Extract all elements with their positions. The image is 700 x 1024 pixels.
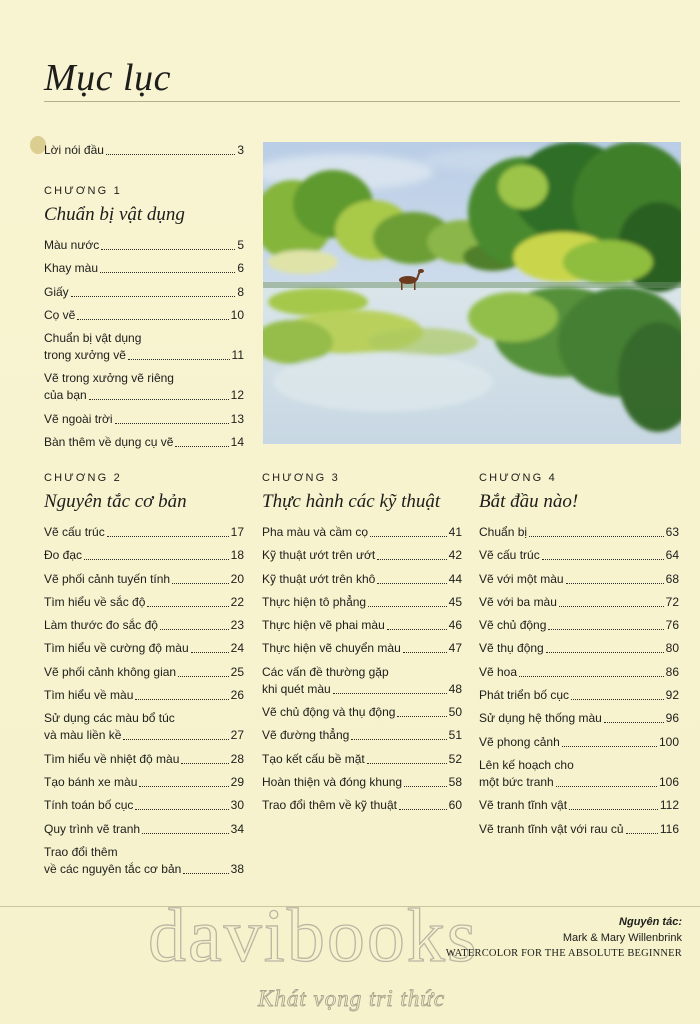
toc-entry[interactable]	[479, 735, 679, 750]
toc-entry-page: 29	[230, 774, 244, 789]
page-title: Mục lục	[44, 57, 171, 99]
watermark-brand: davibooks	[148, 894, 479, 978]
toc-entry-page: 38	[230, 861, 244, 876]
dot-leader	[178, 676, 229, 677]
chapter-title: Thực hành các kỹ thuật	[262, 491, 441, 512]
toc-entry-page: 34	[230, 821, 244, 836]
toc-entry-label: Sử dụng hệ thống màu	[479, 711, 602, 726]
dot-leader	[566, 583, 664, 584]
toc-entry-label: Vẽ với ba màu	[479, 594, 557, 609]
dot-leader	[404, 786, 447, 787]
dot-leader	[562, 746, 657, 747]
toc-entry-label: Chuẩn bị vật dụng	[44, 331, 142, 346]
painting-svg	[263, 142, 681, 444]
toc-entry-label: Lời nói đầu	[44, 143, 104, 157]
toc-entry-page: 14	[230, 435, 244, 450]
toc-entry-label: Thực hiện tô phẳng	[262, 594, 367, 609]
toc-entry[interactable]	[262, 775, 462, 790]
toc-entry-page: 64	[665, 548, 679, 563]
toc-entry-page: 27	[230, 728, 244, 743]
credits-original-title: WATERCOLOR FOR THE ABSOLUTE BEGINNER	[445, 948, 682, 959]
toc-entry-page: 106	[658, 774, 679, 789]
toc-entry-label: Vẽ trong xưởng vẽ riêng	[44, 371, 174, 386]
dot-leader	[89, 399, 229, 400]
toc-entry-page: 92	[665, 688, 679, 703]
toc-entry-page: 25	[230, 664, 244, 679]
toc-entry-page: 60	[448, 798, 462, 813]
toc-entry-page: 26	[230, 688, 244, 703]
toc-entry[interactable]	[44, 618, 244, 633]
toc-entry[interactable]	[44, 822, 244, 837]
toc-entry-label: Màu nước	[44, 238, 100, 252]
toc-entry-page: 6	[237, 261, 244, 276]
credits-label: Nguyên tác:	[619, 916, 682, 928]
toc-entry-label-line1	[44, 845, 244, 860]
toc-entry-page: 48	[448, 681, 462, 696]
toc-entry-label: Lên kế hoạch cho	[479, 757, 574, 772]
toc-entry-page: 116	[659, 821, 679, 836]
toc-entry[interactable]	[479, 798, 679, 813]
dot-leader	[123, 739, 228, 740]
toc-entry[interactable]	[479, 711, 679, 726]
toc-entry-label: Khay màu	[44, 261, 99, 276]
toc-entry-page: 50	[448, 705, 462, 720]
dot-leader	[139, 786, 228, 787]
toc-entry-page: 24	[230, 641, 244, 656]
toc-entry-label: Các vấn đề thường gặp	[262, 664, 389, 679]
toc-entry[interactable]	[44, 688, 244, 703]
toc-entry-label: Tạo bánh xe màu	[44, 774, 138, 789]
chapter-1-column	[44, 143, 244, 458]
toc-entry-page: 30	[230, 798, 244, 813]
toc-entry-label: Tạo kết cấu bề mặt	[262, 751, 365, 766]
dot-leader	[128, 359, 230, 360]
toc-entry-label: Trao đổi thêm về kỹ thuật	[262, 798, 397, 813]
toc-entry-label: Tính toán bố cục	[44, 798, 134, 813]
toc-entry-page: 100	[658, 734, 679, 749]
dot-leader	[542, 559, 664, 560]
toc-entry[interactable]	[44, 435, 244, 450]
dot-leader	[191, 652, 229, 653]
toc-entry-page: 3	[237, 143, 244, 157]
toc-entry[interactable]	[44, 862, 244, 877]
toc-entry-label: Vẽ thụ động	[479, 641, 544, 656]
dot-leader	[135, 699, 228, 700]
dot-leader	[387, 629, 447, 630]
toc-entry[interactable]	[44, 388, 244, 403]
chapter-title: Chuẩn bị vật dụng	[44, 204, 185, 225]
toc-entry-page: 17	[230, 525, 244, 539]
toc-entry-label: trong xưởng vẽ	[44, 348, 126, 363]
toc-entry-label: Tìm hiểu về cường độ màu	[44, 641, 189, 656]
toc-entry[interactable]	[44, 238, 244, 253]
toc-entry[interactable]	[479, 775, 679, 790]
toc-entry[interactable]	[44, 595, 244, 610]
dot-leader	[135, 809, 228, 810]
dot-leader	[546, 652, 664, 653]
dot-leader	[160, 629, 229, 630]
toc-entry-label: Vẽ phối cảnh không gian	[44, 664, 177, 679]
toc-entry-page: 20	[230, 571, 244, 586]
toc-entry[interactable]	[479, 525, 679, 540]
toc-entry-label: Đo đạc	[44, 548, 83, 563]
dot-leader	[77, 319, 228, 320]
toc-entry[interactable]	[479, 822, 679, 837]
dot-leader	[351, 739, 446, 740]
toc-entry[interactable]	[262, 525, 462, 540]
dot-leader	[604, 722, 664, 723]
dot-leader	[181, 763, 228, 764]
chapter-title: Bắt đầu nào!	[479, 491, 579, 512]
toc-entry-label: Vẽ phong cảnh	[479, 734, 560, 749]
toc-entry-label: Chuẩn bị	[479, 525, 528, 539]
toc-entry[interactable]	[262, 618, 462, 633]
watercolor-landscape-image	[263, 142, 681, 444]
toc-entry-label: Vẽ cấu trúc	[44, 525, 105, 539]
toc-entry-label: Thực hiện vẽ phai màu	[262, 618, 385, 633]
dot-leader	[142, 833, 229, 834]
toc-entry[interactable]	[44, 572, 244, 587]
dot-leader	[377, 583, 446, 584]
dot-leader	[172, 583, 229, 584]
chapter-2-column	[44, 471, 244, 885]
dot-leader	[368, 606, 447, 607]
toc-entry[interactable]	[479, 665, 679, 680]
toc-entry-page: 96	[665, 711, 679, 726]
toc-entry-page: 5	[237, 238, 244, 252]
toc-entry[interactable]	[262, 682, 462, 697]
toc-entry[interactable]	[262, 641, 462, 656]
toc-entry[interactable]	[479, 595, 679, 610]
toc-entry-label: Quy trình vẽ tranh	[44, 821, 141, 836]
toc-entry-label: Sử dụng các màu bổ túc	[44, 711, 175, 726]
dot-leader	[100, 272, 235, 273]
toc-entry-label: Kỹ thuật ướt trên khô	[262, 571, 376, 586]
toc-entry-label: khi quét màu	[262, 681, 331, 696]
toc-entry-label: Vẽ chủ động	[479, 618, 547, 633]
chapter-3-column	[262, 471, 462, 822]
credits	[446, 914, 682, 962]
toc-entry[interactable]	[262, 595, 462, 610]
toc-entry-page: 47	[448, 641, 462, 656]
toc-entry-label: Vẽ với một màu	[479, 571, 564, 586]
toc-entry[interactable]	[44, 348, 244, 363]
toc-entry-label-line1	[44, 331, 244, 346]
toc-entry-label: Kỹ thuật ướt trên ướt	[262, 548, 376, 563]
toc-entry-label: Tìm hiểu về màu	[44, 688, 134, 703]
toc-entry-label: Làm thước đo sắc độ	[44, 618, 158, 633]
toc-entry[interactable]	[44, 548, 244, 563]
toc-entry[interactable]	[479, 618, 679, 633]
toc-entry-page: 46	[448, 618, 462, 633]
toc-entry-label-line1	[44, 711, 244, 726]
toc-entry-label-line1	[479, 758, 679, 773]
toc-entry-label: Tìm hiểu về sắc độ	[44, 594, 146, 609]
toc-entry-page: 76	[665, 618, 679, 633]
credits-authors: Mark & Mary Willenbrink	[562, 932, 682, 944]
toc-entry-page: 45	[448, 594, 462, 609]
toc-entry-label: Thực hiện vẽ chuyển màu	[262, 641, 401, 656]
chapter-heading: CHƯƠNG 1	[44, 185, 122, 197]
toc-entry[interactable]	[44, 775, 244, 790]
dot-leader	[370, 536, 447, 537]
toc-entry[interactable]	[479, 688, 679, 703]
toc-entry-label: một bức tranh	[479, 774, 554, 789]
dot-leader	[101, 249, 235, 250]
dot-leader	[367, 763, 447, 764]
toc-entry-label: Vẽ tranh tĩnh vật với rau củ	[479, 821, 624, 836]
toc-entry[interactable]	[44, 308, 244, 323]
dot-leader	[569, 809, 658, 810]
toc-entry-label: Tìm hiểu về nhiệt độ màu	[44, 751, 180, 766]
toc-entry[interactable]	[44, 798, 244, 813]
toc-entry[interactable]	[44, 728, 244, 743]
toc-entry-label: về các nguyên tắc cơ bản	[44, 861, 182, 876]
toc-entry-label: Vẽ tranh tĩnh vật	[479, 798, 568, 813]
dot-leader	[556, 786, 657, 787]
toc-entry-page: 58	[448, 774, 462, 789]
toc-entry-label: Hoàn thiện và đóng khung	[262, 774, 403, 789]
dot-leader	[71, 296, 236, 297]
dot-leader	[183, 873, 228, 874]
dot-leader	[333, 693, 447, 694]
toc-entry[interactable]	[262, 548, 462, 563]
toc-entry[interactable]	[44, 412, 244, 427]
dot-leader	[107, 536, 229, 537]
toc-entry[interactable]	[262, 572, 462, 587]
title-rule	[44, 101, 680, 102]
chapter-heading: CHƯƠNG 2	[44, 472, 122, 484]
dot-leader	[84, 559, 229, 560]
dot-leader	[115, 423, 229, 424]
dot-leader	[175, 446, 228, 447]
toc-entry-page: 10	[230, 307, 244, 322]
toc-entry-label: Vẽ đường thẳng	[262, 728, 350, 743]
toc-entry-page: 44	[448, 571, 462, 586]
toc-entry[interactable]	[44, 641, 244, 656]
toc-entry-page: 11	[231, 348, 244, 363]
toc-entry-page: 28	[230, 751, 244, 766]
toc-entry-page: 8	[237, 284, 244, 299]
toc-entry[interactable]	[262, 752, 462, 767]
dot-leader	[559, 606, 664, 607]
toc-entry[interactable]	[44, 261, 244, 276]
toc-entry[interactable]	[262, 728, 462, 743]
toc-entry-page: 13	[230, 411, 244, 426]
toc-entry-page: 12	[230, 388, 244, 403]
toc-entry-label: Phát triển bố cục	[479, 688, 570, 703]
dot-leader	[626, 833, 658, 834]
toc-entry-page: 68	[665, 571, 679, 586]
dot-leader	[548, 629, 663, 630]
toc-entry-page: 80	[665, 641, 679, 656]
toc-entry-intro[interactable]	[44, 143, 244, 158]
toc-entry-label: Cọ vẽ	[44, 307, 76, 322]
dot-leader	[571, 699, 664, 700]
toc-entry[interactable]	[479, 641, 679, 656]
toc-entry-label: Vẽ cấu trúc	[479, 548, 540, 563]
toc-entry[interactable]	[479, 548, 679, 563]
dot-leader	[519, 676, 664, 677]
toc-entry-label: Vẽ phối cảnh tuyến tính	[44, 571, 171, 586]
toc-entry[interactable]	[479, 572, 679, 587]
chapter-heading: CHƯƠNG 4	[479, 472, 557, 484]
chapter-4-column	[479, 471, 679, 845]
watermark-slogan: Khát vọng tri thức	[258, 986, 446, 1011]
toc-entry-page: 18	[230, 548, 244, 563]
toc-entry-label: Vẽ chủ động và thụ động	[262, 705, 396, 720]
dot-leader	[529, 536, 664, 537]
toc-entry-page: 86	[665, 664, 679, 679]
toc-entry-page: 63	[665, 525, 679, 539]
toc-entry[interactable]	[262, 798, 462, 813]
dot-leader	[399, 809, 447, 810]
toc-entry-label: và màu liền kề	[44, 728, 122, 743]
toc-entry-label: Pha màu và cầm cọ	[262, 525, 369, 539]
dot-leader	[106, 154, 235, 155]
dot-leader	[147, 606, 228, 607]
toc-entry-label: của bạn	[44, 388, 87, 403]
toc-entry[interactable]	[44, 665, 244, 680]
toc-entry-page: 41	[448, 525, 462, 539]
dot-leader	[403, 652, 447, 653]
toc-entry-page: 22	[230, 594, 244, 609]
chapter-title: Nguyên tắc cơ bản	[44, 491, 187, 512]
toc-entry-page: 51	[448, 728, 462, 743]
dot-leader	[397, 716, 446, 717]
toc-entry-label-line1	[44, 371, 244, 386]
toc-entry-label: Vẽ hoa	[479, 664, 518, 679]
chapter-heading: CHƯƠNG 3	[262, 472, 340, 484]
toc-entry[interactable]	[44, 525, 244, 540]
toc-entry-label: Vẽ ngoài trời	[44, 411, 113, 426]
toc-entry[interactable]	[262, 705, 462, 720]
toc-entry-page: 42	[448, 548, 462, 563]
dot-leader	[377, 559, 446, 560]
toc-entry-page: 52	[448, 751, 462, 766]
toc-entry-label: Bàn thêm về dụng cụ vẽ	[44, 435, 174, 450]
toc-entry-label-line1	[262, 665, 462, 680]
toc-entry[interactable]	[44, 285, 244, 300]
toc-entry[interactable]	[44, 752, 244, 767]
toc-entry-label: Trao đổi thêm	[44, 844, 118, 859]
toc-entry-page: 23	[230, 618, 244, 633]
toc-entry-page: 112	[659, 798, 679, 813]
toc-entry-page: 72	[665, 594, 679, 609]
toc-entry-label: Giấy	[44, 284, 69, 299]
